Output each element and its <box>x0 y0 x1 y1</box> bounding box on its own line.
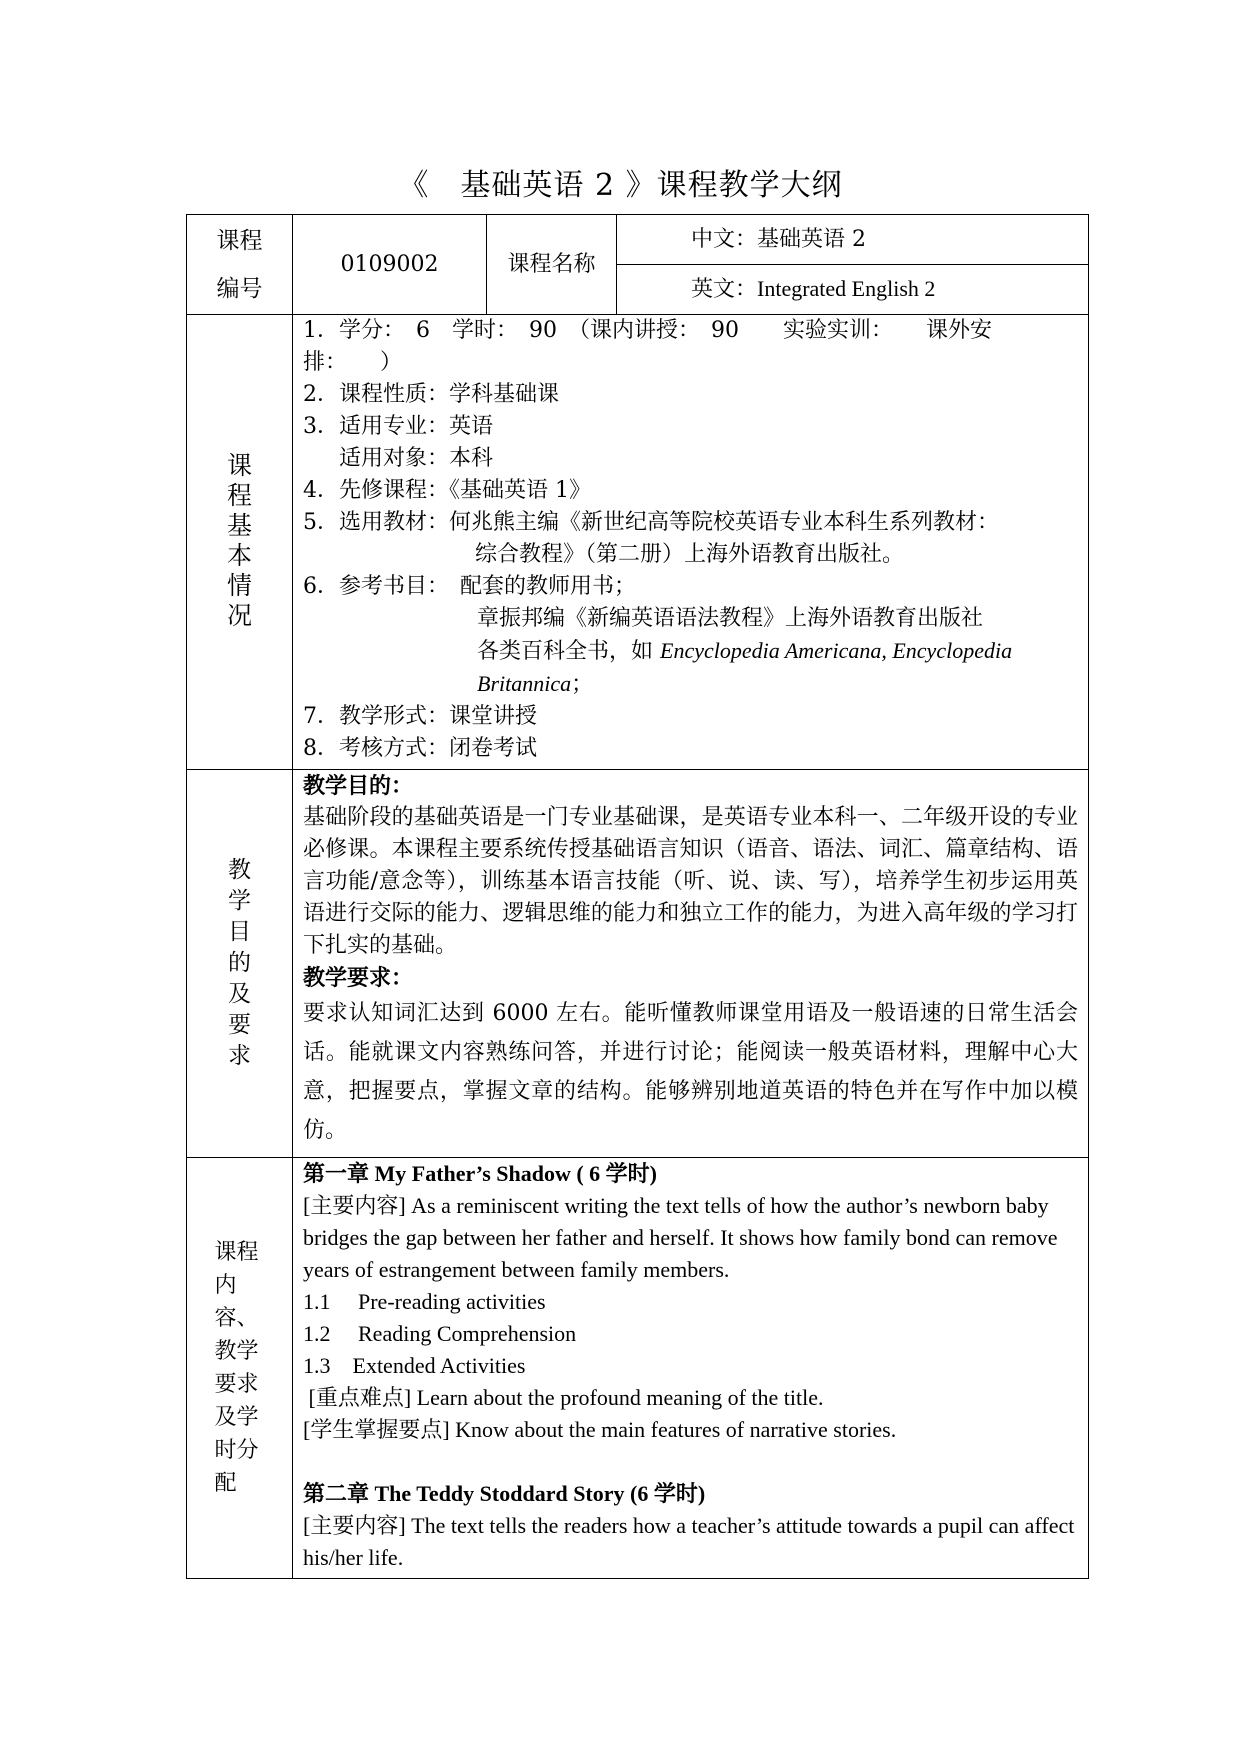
info-prerequisite: 4．先修课程：《基础英语 1》 <box>303 478 591 503</box>
encyclopedia-title-cont: Britannica <box>477 671 572 696</box>
chapter-1-title: 第一章 My Father’s Shadow ( 6 学时) <box>303 1161 658 1186</box>
page-title: 《 基础英语 2 》课程教学大纲 <box>398 168 843 203</box>
content-cell <box>293 1158 1089 1579</box>
info-textbook-cont: 综合教程》（第二册）上海外语教育出版社。 <box>475 542 905 567</box>
info-major: 3．适用专业：英语 <box>303 414 493 439</box>
basic-info-cell <box>293 315 1089 770</box>
basic-info-label: 课程基本情况 <box>226 450 252 630</box>
info-credits-line-cont: 排： ） <box>303 350 403 375</box>
info-reference-encyclopedia-cont <box>303 668 1078 701</box>
encyclopedia-suffix: ； <box>571 672 594 697</box>
info-course-nature: 2．课程性质：学科基础课 <box>303 382 559 407</box>
course-code-label-cell <box>187 215 293 315</box>
course-name-cn-cell <box>617 215 1089 265</box>
info-reference-encyclopedia <box>303 635 1078 668</box>
requirements-text: 要求认知词汇达到 6000 左右。能听懂教师课堂用语及一般语速的日常生活会话。能就课文内容熟练问答，并进行讨论；能阅读一般英语材料，理解中心大意，把握要点，掌握文章的结构。能够辨别地道英语的特色并在写作中加以模仿。 <box>303 1001 1078 1143</box>
course-name-en-cell <box>617 265 1089 315</box>
objectives-label-cell <box>187 770 293 1158</box>
chapter-1-master-points: [学生掌握要点] Know about the main features of narrative stories. <box>303 1417 897 1442</box>
course-name-label-cell <box>487 215 617 315</box>
objectives-cell <box>293 770 1089 1158</box>
chapter-1-main-content: [主要内容] As a reminiscent writing the text tells of how the author’s newborn baby bridges the gap between her father and herself. It shows how family bond can remove years of estrangement between family members. <box>303 1193 1058 1282</box>
chapter-1-section-2: 1.2 Reading Comprehension <box>303 1321 577 1346</box>
info-audience: 适用对象：本科 <box>339 446 494 471</box>
chapter-2-main-content: [主要内容] The text tells the readers how a teacher’s attitude towards a pupil can affect his/her life. <box>303 1513 1075 1570</box>
syllabus-table <box>186 214 1089 1579</box>
info-reference-grammar: 章振邦编《新编英语语法教程》上海外语教育出版社 <box>477 606 984 631</box>
info-credits-line: 1．学分： 6 学时： 90 （课内讲授： 90 实验实训： 课外安 <box>303 318 992 343</box>
course-code-label: 课程编号 <box>216 227 263 302</box>
content-label: 课程内容、教学要求及学时分配 <box>214 1240 259 1496</box>
info-assessment: 8．考核方式：闭卷考试 <box>303 736 537 761</box>
info-references: 6．参考书目： 配套的教师用书； <box>303 574 636 599</box>
info-teaching-form: 7．教学形式：课堂讲授 <box>303 704 537 729</box>
course-name-en-prefix: 英文： <box>691 277 758 302</box>
encyclopedia-prefix: 各类百科全书，如 <box>477 639 660 664</box>
spacer <box>303 1446 1078 1478</box>
chapter-1-section-3: 1.3 Extended Activities <box>303 1353 526 1378</box>
chapter-2-title: 第二章 The Teddy Stoddard Story (6 学时) <box>303 1481 706 1506</box>
requirements-heading: 教学要求： <box>303 965 414 991</box>
purpose-text: 基础阶段的基础英语是一门专业基础课，是英语专业本科一、二年级开设的专业必修课。本课程主要系统传授基础语言知识（语音、语法、词汇、篇章结构、语言功能/意念等），训练基本语言技能（听、说、读、写），培养学生初步运用英语进行交际的能力、逻辑思维的能力和独立工作的能力，为进入高年级的学习打下扎实的基础。 <box>303 805 1078 958</box>
content-label-cell <box>187 1158 293 1579</box>
course-name-cn: 中文：基础英语 2 <box>691 226 866 252</box>
purpose-heading: 教学目的： <box>303 773 414 799</box>
chapter-1-key-points: [重点难点] Learn about the profound meaning of the title. <box>303 1385 824 1410</box>
chapter-1-section-1: 1.1 Pre-reading activities <box>303 1289 546 1314</box>
objectives-label: 教学目的及要求 <box>228 856 251 1069</box>
basic-info-label-cell <box>187 315 293 770</box>
info-textbook: 5．选用教材：何兆熊主编《新世纪高等院校英语专业本科生系列教材： <box>303 510 999 535</box>
course-name-en: Integrated English 2 <box>757 276 936 301</box>
course-code-value: 0109002 <box>340 251 439 277</box>
course-name-label: 课程名称 <box>507 251 596 277</box>
course-code-cell <box>293 215 487 315</box>
encyclopedia-titles: Encyclopedia Americana, Encyclopedia <box>660 638 1013 663</box>
